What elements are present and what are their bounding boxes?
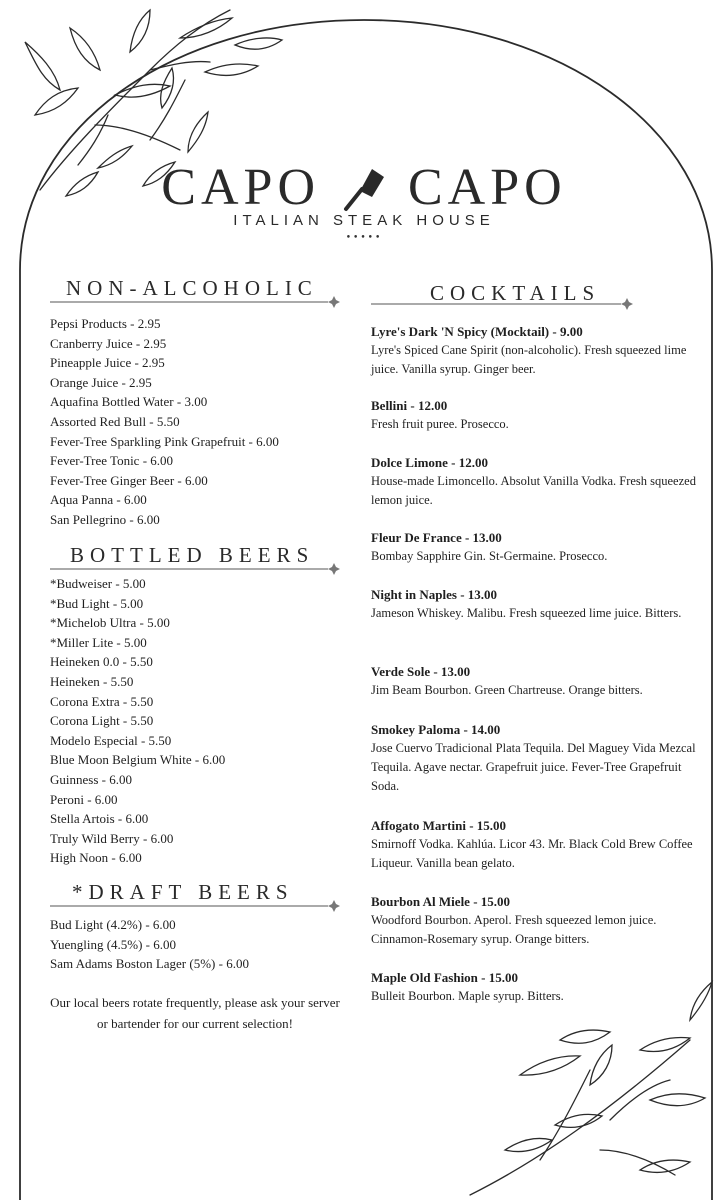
list-item: Heineken - 5.50 — [50, 673, 134, 689]
brand-word-left: CAPO — [161, 159, 320, 217]
cocktails-heading: COCKTAILS — [430, 281, 601, 305]
cocktail-item — [371, 528, 701, 566]
list-item: Stella Artois - 6.00 — [50, 811, 149, 827]
cocktail-item — [371, 968, 701, 1006]
list-item: Pineapple Juice - 2.95 — [50, 355, 165, 371]
cocktail-item — [371, 396, 701, 434]
cocktail-name: Night in Naples - 13.00 — [371, 587, 498, 602]
list-item: San Pellegrino - 6.00 — [50, 511, 160, 527]
list-item: Aqua Panna - 6.00 — [50, 492, 147, 508]
bottled-beers-list — [50, 574, 225, 868]
list-item: Orange Juice - 2.95 — [50, 374, 152, 390]
cocktail-description: Jim Beam Bourbon. Green Chartreuse. Orange bitters. — [371, 683, 643, 697]
brand-word-right: CAPO — [408, 159, 567, 217]
list-item: Modelo Especial - 5.50 — [50, 732, 172, 748]
brand-tagline: ITALIAN STEAK HOUSE — [233, 212, 495, 229]
cocktail-item — [371, 892, 701, 949]
non-alcoholic-heading: NON-ALCOHOLIC — [66, 276, 318, 300]
list-item: Corona Extra - 5.50 — [50, 693, 154, 709]
cocktail-description: Jose Cuervo Tradicional Plata Tequila. Del Maguey Vida Mezcal Tequila. Agave nectar. Grapefruit juice. Fever-Tree Grapefruit Soda. — [371, 741, 696, 793]
cocktail-description: Bulleit Bourbon. Maple syrup. Bitters. — [371, 989, 564, 1003]
list-item: Guinness - 6.00 — [50, 771, 132, 787]
cocktail-description: Jameson Whiskey. Malibu. Fresh squeezed lime juice. Bitters. — [371, 606, 682, 620]
cocktail-name: Bellini - 12.00 — [371, 398, 448, 413]
list-item: *Bud Light - 5.00 — [50, 595, 144, 611]
list-item: Sam Adams Boston Lager (5%) - 6.00 — [50, 956, 249, 972]
cocktail-description: Lyre's Spiced Cane Spirit (non-alcoholic). Fresh squeezed lime juice. Vanilla syrup. Ginger beer. — [371, 343, 687, 376]
cocktail-item — [371, 662, 701, 700]
bottom-right-leaves-icon — [470, 982, 712, 1195]
list-item: Fever-Tree Sparkling Pink Grapefruit - 6.00 — [50, 433, 279, 449]
cocktail-item — [371, 816, 701, 873]
cleaver-knife-icon — [342, 163, 386, 213]
cocktail-name: Verde Sole - 13.00 — [371, 664, 471, 679]
list-item: Corona Light - 5.50 — [50, 713, 154, 729]
list-item: *Michelob Ultra - 5.00 — [50, 615, 170, 631]
bottled-beers-heading: BOTTLED BEERS — [70, 543, 315, 567]
list-item: Heineken 0.0 - 5.50 — [50, 654, 153, 670]
list-item: Fever-Tree Ginger Beer - 6.00 — [50, 472, 208, 488]
cocktail-name: Smokey Paloma - 14.00 — [371, 722, 501, 737]
list-item: Assorted Red Bull - 5.50 — [50, 413, 180, 429]
list-item: High Noon - 6.00 — [50, 850, 142, 866]
list-item: *Budweiser - 5.00 — [50, 576, 146, 591]
cocktail-description: Smirnoff Vodka. Kahlúa. Licor 43. Mr. Black Cold Brew Coffee Liqueur. Vanilla bean gelato. — [371, 837, 693, 870]
cocktail-description: Bombay Sapphire Gin. St-Germaine. Prosecco. — [371, 549, 608, 563]
cocktail-item — [371, 453, 701, 510]
cocktail-name: Dolce Limone - 12.00 — [371, 455, 488, 470]
list-item: Truly Wild Berry - 6.00 — [50, 830, 174, 846]
list-item: Peroni - 6.00 — [50, 791, 118, 807]
cocktail-name: Bourbon Al Miele - 15.00 — [371, 894, 511, 909]
cocktail-description: Woodford Bourbon. Aperol. Fresh squeezed lemon juice. Cinnamon-Rosemary syrup. Orange bitters. — [371, 913, 657, 946]
list-item: Cranberry Juice - 2.95 — [50, 335, 167, 351]
list-item: Yuengling (4.5%) - 6.00 — [50, 936, 177, 952]
cocktail-name: Maple Old Fashion - 15.00 — [371, 970, 518, 985]
brand-logo — [0, 158, 728, 217]
non-alcoholic-list — [50, 314, 279, 530]
cocktail-item — [371, 322, 701, 379]
list-item: Pepsi Products - 2.95 — [50, 316, 161, 331]
cocktail-name: Fleur De France - 13.00 — [371, 530, 502, 545]
list-item: Aquafina Bottled Water - 3.00 — [50, 394, 208, 410]
cocktail-item — [371, 585, 701, 623]
section-divider — [50, 296, 342, 308]
section-divider — [50, 900, 342, 912]
list-item: Fever-Tree Tonic - 6.00 — [50, 453, 174, 469]
draft-beers-list — [50, 915, 249, 974]
cocktail-description: House-made Limoncello. Absolut Vanilla Vodka. Fresh squeezed lemon juice. — [371, 474, 696, 507]
cocktail-description: Fresh fruit puree. Prosecco. — [371, 417, 509, 431]
list-item: *Miller Lite - 5.00 — [50, 634, 147, 650]
brand-dots: ••••• — [345, 233, 383, 243]
list-item: Blue Moon Belgium White - 6.00 — [50, 752, 226, 768]
cocktail-item — [371, 720, 701, 796]
list-item: Bud Light (4.2%) - 6.00 — [50, 917, 176, 932]
cocktail-name: Affogato Martini - 15.00 — [371, 818, 507, 833]
section-divider — [371, 298, 635, 310]
draft-beers-heading: *DRAFT BEERS — [72, 880, 294, 904]
local-beers-note: Our local beers rotate frequently, please ask your server or bartender for our current selection! — [50, 995, 340, 1031]
cocktail-name: Lyre's Dark 'N Spicy (Mocktail) - 9.00 — [371, 324, 583, 339]
